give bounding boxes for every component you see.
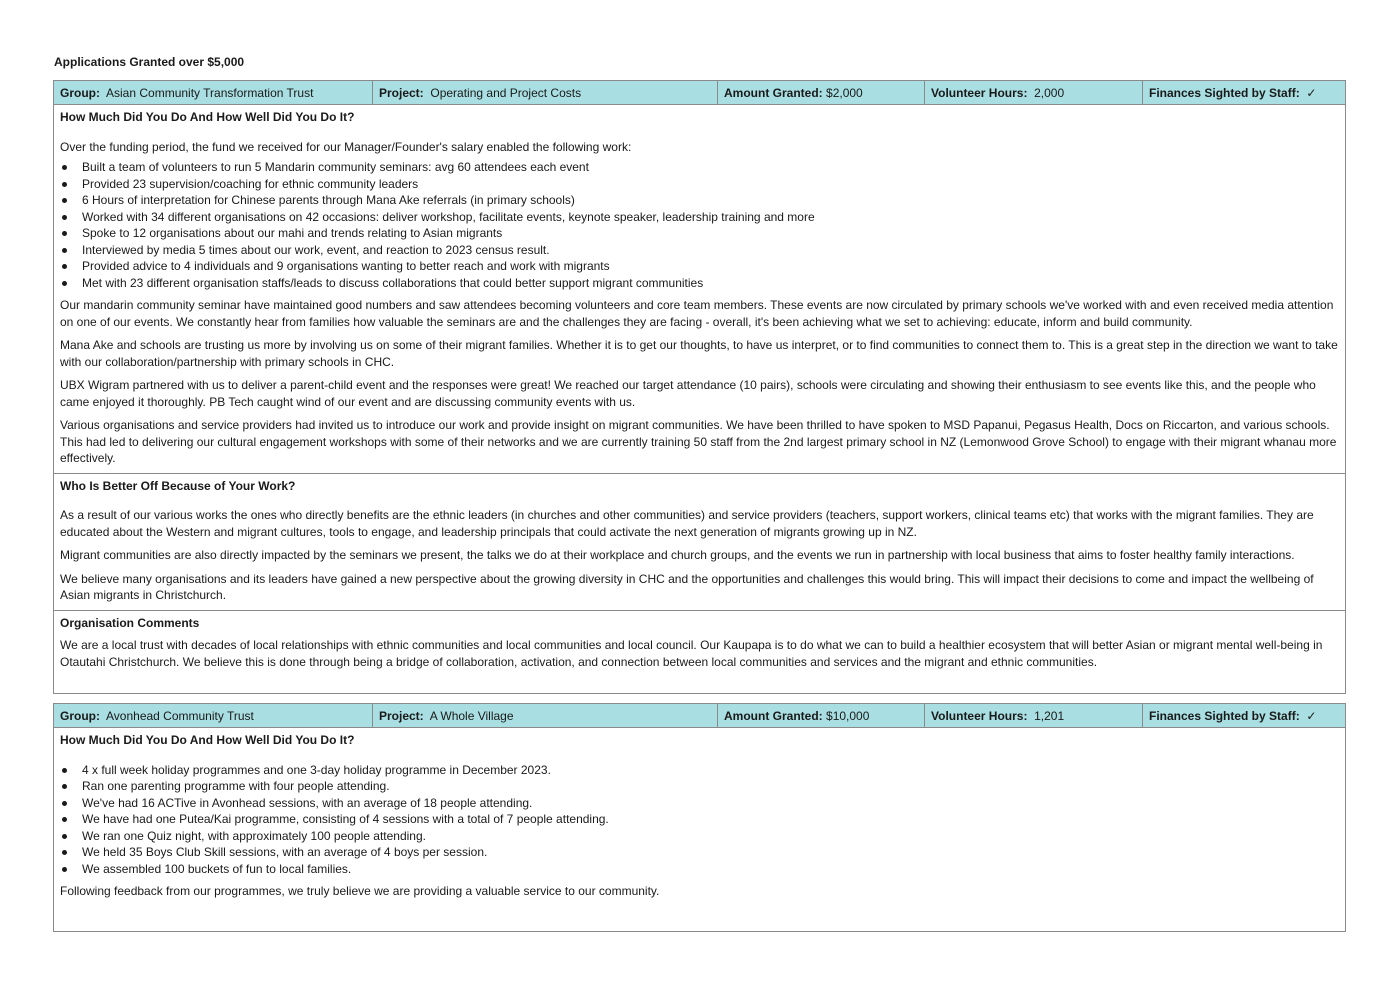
section-heading: Who Is Better Off Because of Your Work?	[60, 478, 296, 493]
project-value: Operating and Project Costs	[430, 86, 582, 100]
list-item: 6 Hours of interpretation for Chinese parents through Mana Ake referrals (in primary schools)	[82, 192, 1339, 209]
amount-cell	[718, 704, 925, 727]
hours-label: Volunteer Hours:	[931, 86, 1028, 100]
list-item: We ran one Quiz night, with approximately 100 people attending.	[82, 828, 1339, 845]
section-intro: Over the funding period, the fund we received for our Manager/Founder's salary enabled the following work:	[60, 139, 632, 154]
amount-cell	[718, 81, 925, 104]
list-item: We assembled 100 buckets of fun to local families.	[82, 861, 1339, 878]
paragraph: Migrant communities are also directly impacted by the seminars we present, the talks we do at their workplace and church groups, and the events we run in partnership with local business that aims to foster healthy family interactions.	[60, 548, 1295, 562]
finances-cell	[1143, 81, 1345, 104]
list-item: Ran one parenting programme with four people attending.	[82, 778, 1339, 795]
paragraph: Our mandarin community seminar have maintained good numbers and saw attendees becoming volunteers and core team members. These events are now circulated by primary schools we've worked with and even received media attention on one of our events. We constantly hear from families how valuable the seminars are and the challenges they are facing - overall, it's been achieving what we set to achieving: educate, inform and build community.	[60, 298, 1334, 329]
record-header	[54, 704, 1345, 728]
list-item: We've had 16 ACTive in Avonhead sessions, with an average of 18 people attending.	[82, 795, 1339, 812]
amount-value: $2,000	[826, 86, 863, 100]
paragraph: Mana Ake and schools are trusting us more by involving us on some of their migrant families. Whether it is to get our thoughts, to have us interpret, or to find communities to connect them to. This is a great step in the direction we want to take with our collaboration/partnership with primary schools in CHC.	[60, 338, 1338, 369]
check-icon: ✓	[1306, 86, 1317, 100]
hours-value: 2,000	[1034, 86, 1065, 100]
check-icon: ✓	[1306, 709, 1317, 723]
record-header	[54, 81, 1345, 105]
list-item: Spoke to 12 organisations about our mahi and trends relating to Asian migrants	[82, 225, 1339, 242]
grant-record	[53, 703, 1346, 932]
finances-label: Finances Sighted by Staff:	[1149, 86, 1300, 100]
project-label: Project:	[379, 86, 424, 100]
hours-label: Volunteer Hours:	[931, 709, 1028, 723]
group-label: Group:	[60, 709, 100, 723]
list-item: Provided 23 supervision/coaching for ethnic community leaders	[82, 176, 1339, 193]
list-item: 4 x full week holiday programmes and one 3-day holiday programme in December 2023.	[82, 762, 1339, 779]
paragraph: Various organisations and service providers had invited us to introduce our work and provide insight on migrant communities. We have been thrilled to have spoken to MSD Papanui, Pegasus Health, Docs on Riccarton, and various schools. This had led to delivering our cultural engagement workshops with some of their networks and we are currently training 50 staff from the 2nd largest primary school in NZ (Lemonwood Grove School) to engage with their migrant whanau more effectively.	[60, 418, 1337, 465]
finances-cell	[1143, 704, 1345, 727]
org-comments-section	[54, 610, 1345, 694]
group-value: Asian Community Transformation Trust	[106, 86, 314, 100]
how-much-section	[54, 105, 1345, 473]
section-heading: How Much Did You Do And How Well Did You Do It?	[60, 733, 355, 747]
section-heading: Organisation Comments	[60, 615, 200, 630]
list-item: Interviewed by media 5 times about our work, event, and reaction to 2023 census result.	[82, 242, 1339, 259]
list-item: Built a team of volunteers to run 5 Mandarin community seminars: avg 60 attendees each event	[82, 159, 1339, 176]
amount-value: $10,000	[826, 709, 870, 723]
paragraph: As a result of our various works the ones who directly benefits are the ethnic leaders (in churches and other communities) and service providers (teachers, support workers, clinical teams etc) that works with the migrant families. They are educated about the Western and migrant cultures, tools to engage, and leadership principals that could activate the next generation of migrants growing up in NZ.	[60, 508, 1314, 539]
project-label: Project:	[379, 709, 424, 723]
amount-label: Amount Granted:	[724, 709, 823, 723]
project-cell	[373, 704, 718, 727]
project-value: A Whole Village	[429, 709, 514, 723]
list-item: We have had one Putea/Kai programme, consisting of 4 sessions with a total of 7 people attending.	[82, 811, 1339, 828]
list-item: We held 35 Boys Club Skill sessions, with an average of 4 boys per session.	[82, 844, 1339, 861]
amount-label: Amount Granted:	[724, 86, 823, 100]
section-heading: How Much Did You Do And How Well Did You Do It?	[60, 110, 355, 124]
how-much-section	[54, 728, 1345, 913]
group-cell	[54, 81, 373, 104]
bullet-list	[60, 159, 1339, 291]
page-title: Applications Granted over $5,000	[54, 55, 245, 69]
paragraph: We are a local trust with decades of local relationships with ethnic communities and local communities and local council. Our Kaupapa is to do what we can to build a healthier ecosystem that will better Asian or migrant mental well-being in Otautahi Christchurch. We believe this is done through being a bridge of collaboration, activation, and connection between local communities and services and the migrant and ethnic communities.	[60, 638, 1323, 669]
project-cell	[373, 81, 718, 104]
grant-record	[53, 80, 1346, 694]
list-item: Worked with 34 different organisations on 42 occasions: deliver workshop, facilitate events, keynote speaker, leadership training and more	[82, 209, 1339, 226]
hours-value: 1,201	[1034, 709, 1065, 723]
hours-cell	[925, 704, 1143, 727]
paragraph: UBX Wigram partnered with us to deliver a parent-child event and the responses were great! We reached our target attendance (10 pairs), schools were circulating and showing their enthusiasm to see events like this, and the people who came enjoyed it thoroughly. PB Tech caught wind of our event and are discussing community events with us.	[60, 378, 1316, 409]
hours-cell	[925, 81, 1143, 104]
paragraph: Following feedback from our programmes, we truly believe we are providing a valuable service to our community.	[60, 884, 660, 898]
bullet-list	[60, 762, 1339, 878]
paragraph: We believe many organisations and its leaders have gained a new perspective about the growing diversity in CHC and the opportunities and challenges this would bring. This will impact their decisions to come and impact the wellbeing of Asian migrants in Christchurch.	[60, 571, 1314, 602]
list-item: Provided advice to 4 individuals and 9 organisations wanting to better reach and work with migrants	[82, 258, 1339, 275]
group-cell	[54, 704, 373, 727]
list-item: Met with 23 different organisation staffs/leads to discuss collaborations that could better support migrant communities	[82, 275, 1339, 292]
better-off-section	[54, 473, 1345, 610]
finances-label: Finances Sighted by Staff:	[1149, 709, 1300, 723]
group-label: Group:	[60, 86, 100, 100]
group-value: Avonhead Community Trust	[106, 709, 254, 723]
